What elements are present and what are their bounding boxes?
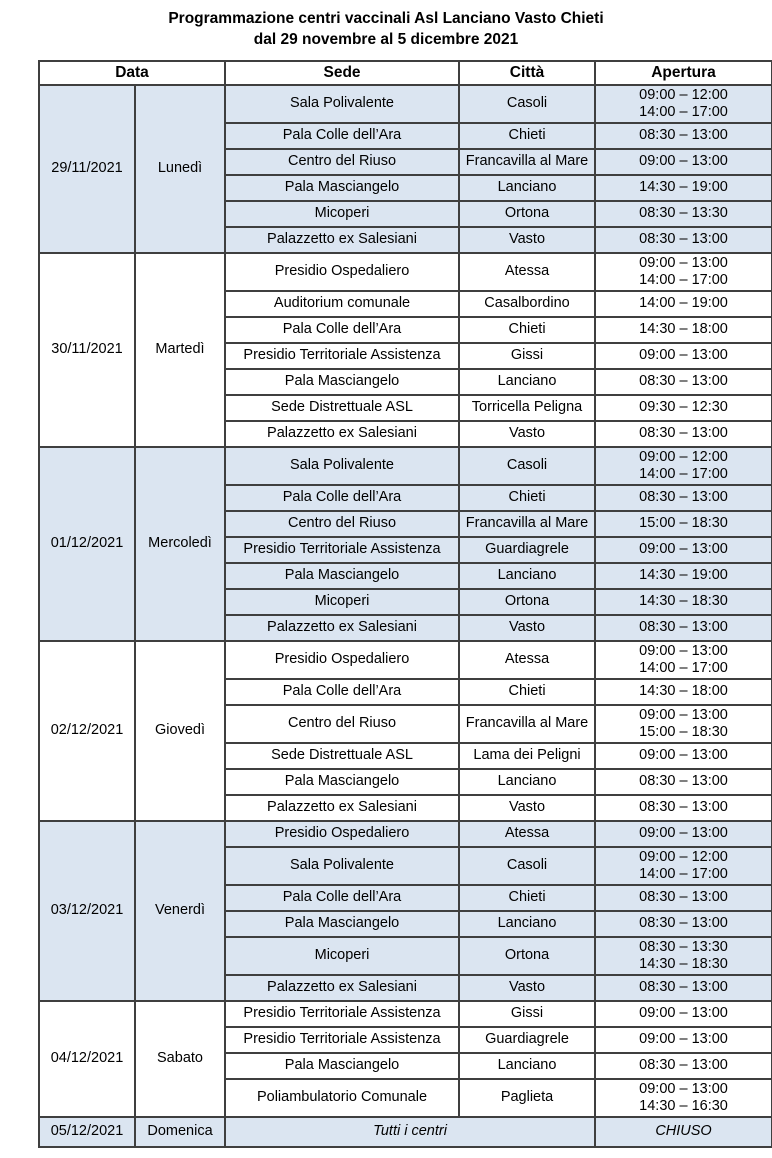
title-line-1: Programmazione centri vaccinali Asl Lanciano Vasto Chieti (168, 10, 604, 27)
day-cell: Venerdì (135, 821, 225, 1001)
page-title (0, 0, 772, 51)
city-cell: Francavilla al Mare (459, 149, 595, 175)
hours-cell (595, 847, 772, 885)
hours-cell (595, 911, 772, 937)
hours-line: 09:30 – 12:30 (639, 399, 728, 416)
table-row (39, 641, 772, 679)
hours-line: 09:00 – 13:00 (639, 347, 728, 364)
closed-day-row (39, 1117, 772, 1147)
date-cell: 03/12/2021 (39, 821, 135, 1001)
col-header-citta: Città (459, 61, 595, 85)
venue-cell: Sede Distrettuale ASL (225, 395, 459, 421)
hours-cell (595, 1001, 772, 1027)
col-header-sede: Sede (225, 61, 459, 85)
date-cell: 05/12/2021 (39, 1117, 135, 1147)
header-row (39, 61, 772, 85)
venue-cell: Presidio Ospedaliero (225, 253, 459, 291)
hours-line: 09:00 – 12:00 (639, 848, 728, 865)
day-cell: Lunedì (135, 85, 225, 253)
day-cell: Giovedì (135, 641, 225, 821)
city-cell: Vasto (459, 975, 595, 1001)
hours-line: 08:30 – 13:00 (639, 373, 728, 390)
city-cell: Gissi (459, 343, 595, 369)
hours-cell (595, 589, 772, 615)
hours-line: 14:30 – 18:00 (639, 321, 728, 338)
hours-line: 08:30 – 13:00 (639, 231, 728, 248)
city-cell: Guardiagrele (459, 537, 595, 563)
city-cell: Francavilla al Mare (459, 705, 595, 743)
city-cell: Casalbordino (459, 291, 595, 317)
venue-cell: Pala Masciangelo (225, 563, 459, 589)
hours-line: 14:00 – 17:00 (639, 103, 728, 120)
day-cell: Martedì (135, 253, 225, 447)
hours-line: 14:00 – 17:00 (639, 271, 728, 288)
venue-cell: Palazzetto ex Salesiani (225, 615, 459, 641)
city-cell: Casoli (459, 847, 595, 885)
hours-line: 15:00 – 18:30 (639, 515, 728, 532)
table-row (39, 253, 772, 291)
hours-line: 08:30 – 13:00 (639, 425, 728, 442)
city-cell: Lanciano (459, 1053, 595, 1079)
day-cell: Domenica (135, 1117, 225, 1147)
city-cell: Atessa (459, 253, 595, 291)
hours-line: 09:00 – 12:00 (639, 448, 728, 465)
closed-scope-cell: Tutti i centri (225, 1117, 595, 1147)
venue-cell: Pala Masciangelo (225, 369, 459, 395)
venue-cell: Pala Colle dell’Ara (225, 885, 459, 911)
date-cell: 29/11/2021 (39, 85, 135, 253)
venue-cell: Presidio Territoriale Assistenza (225, 537, 459, 563)
venue-cell: Poliambulatorio Comunale (225, 1079, 459, 1117)
venue-cell: Pala Masciangelo (225, 175, 459, 201)
city-cell: Ortona (459, 589, 595, 615)
venue-cell: Presidio Territoriale Assistenza (225, 343, 459, 369)
hours-cell (595, 1053, 772, 1079)
venue-cell: Pala Colle dell’Ara (225, 123, 459, 149)
date-cell: 02/12/2021 (39, 641, 135, 821)
hours-cell (595, 705, 772, 743)
venue-cell: Auditorium comunale (225, 291, 459, 317)
venue-cell: Sala Polivalente (225, 447, 459, 485)
hours-line: 08:30 – 13:00 (639, 773, 728, 790)
date-cell: 01/12/2021 (39, 447, 135, 641)
hours-cell (595, 511, 772, 537)
hours-line: 09:00 – 13:00 (639, 747, 728, 764)
city-cell: Lanciano (459, 563, 595, 589)
table-row (39, 85, 772, 123)
city-cell: Lanciano (459, 369, 595, 395)
hours-line: 08:30 – 13:00 (639, 489, 728, 506)
venue-cell: Micoperi (225, 589, 459, 615)
city-cell: Chieti (459, 485, 595, 511)
hours-line: 08:30 – 13:30 (639, 938, 728, 955)
col-header-apertura: Apertura (595, 61, 772, 85)
venue-cell: Palazzetto ex Salesiani (225, 975, 459, 1001)
city-cell: Chieti (459, 123, 595, 149)
venue-cell: Presidio Ospedaliero (225, 821, 459, 847)
hours-cell (595, 447, 772, 485)
city-cell: Lama dei Peligni (459, 743, 595, 769)
venue-cell: Palazzetto ex Salesiani (225, 227, 459, 253)
venue-cell: Sala Polivalente (225, 85, 459, 123)
table-row (39, 447, 772, 485)
hours-line: 08:30 – 13:00 (639, 1057, 728, 1074)
hours-line: 08:30 – 13:00 (639, 889, 728, 906)
venue-cell: Presidio Territoriale Assistenza (225, 1001, 459, 1027)
hours-line: 15:00 – 18:30 (639, 723, 728, 740)
hours-line: 14:30 – 18:30 (639, 955, 728, 972)
hours-line: 14:00 – 17:00 (639, 659, 728, 676)
city-cell: Vasto (459, 615, 595, 641)
hours-cell (595, 343, 772, 369)
vaccination-schedule-table (38, 60, 772, 1148)
hours-line: 14:30 – 19:00 (639, 179, 728, 196)
city-cell: Vasto (459, 795, 595, 821)
city-cell: Lanciano (459, 769, 595, 795)
hours-line: 14:00 – 19:00 (639, 295, 728, 312)
date-cell: 30/11/2021 (39, 253, 135, 447)
city-cell: Chieti (459, 679, 595, 705)
day-cell: Mercoledì (135, 447, 225, 641)
venue-cell: Centro del Riuso (225, 149, 459, 175)
venue-cell: Pala Masciangelo (225, 769, 459, 795)
col-header-data: Data (39, 61, 225, 85)
table-body (39, 85, 772, 1147)
venue-cell: Pala Colle dell’Ara (225, 679, 459, 705)
hours-line: 09:00 – 13:00 (639, 706, 728, 723)
hours-cell (595, 1079, 772, 1117)
hours-line: 08:30 – 13:00 (639, 915, 728, 932)
hours-line: 08:30 – 13:00 (639, 619, 728, 636)
city-cell: Lanciano (459, 175, 595, 201)
city-cell: Atessa (459, 821, 595, 847)
city-cell: Ortona (459, 201, 595, 227)
hours-cell (595, 227, 772, 253)
hours-cell (595, 317, 772, 343)
city-cell: Chieti (459, 317, 595, 343)
day-cell: Sabato (135, 1001, 225, 1117)
hours-cell (595, 937, 772, 975)
city-cell: Casoli (459, 85, 595, 123)
hours-cell (595, 821, 772, 847)
city-cell: Chieti (459, 885, 595, 911)
venue-cell: Pala Masciangelo (225, 1053, 459, 1079)
hours-cell (595, 175, 772, 201)
hours-cell (595, 1027, 772, 1053)
table-row (39, 1001, 772, 1027)
venue-cell: Sala Polivalente (225, 847, 459, 885)
venue-cell: Palazzetto ex Salesiani (225, 795, 459, 821)
hours-cell (595, 201, 772, 227)
hours-line: 08:30 – 13:00 (639, 127, 728, 144)
hours-line: 09:00 – 13:00 (639, 1080, 728, 1097)
hours-cell (595, 85, 772, 123)
venue-cell: Presidio Ospedaliero (225, 641, 459, 679)
hours-line: 08:30 – 13:00 (639, 799, 728, 816)
city-cell: Ortona (459, 937, 595, 975)
hours-cell (595, 615, 772, 641)
hours-cell (595, 743, 772, 769)
hours-line: 14:00 – 17:00 (639, 465, 728, 482)
hours-cell (595, 563, 772, 589)
city-cell: Casoli (459, 447, 595, 485)
title-line-2: dal 29 novembre al 5 dicembre 2021 (253, 31, 519, 49)
city-cell: Vasto (459, 227, 595, 253)
hours-line: 09:00 – 13:00 (639, 825, 728, 842)
hours-cell (595, 795, 772, 821)
city-cell: Paglieta (459, 1079, 595, 1117)
hours-line: 09:00 – 12:00 (639, 86, 728, 103)
hours-cell (595, 641, 772, 679)
hours-line: 14:00 – 17:00 (639, 865, 728, 882)
hours-line: 09:00 – 13:00 (639, 642, 728, 659)
city-cell: Atessa (459, 641, 595, 679)
hours-cell (595, 885, 772, 911)
venue-cell: Presidio Territoriale Assistenza (225, 1027, 459, 1053)
hours-cell (595, 253, 772, 291)
hours-cell (595, 291, 772, 317)
table-row (39, 821, 772, 847)
venue-cell: Sede Distrettuale ASL (225, 743, 459, 769)
city-cell: Torricella Peligna (459, 395, 595, 421)
city-cell: Lanciano (459, 911, 595, 937)
hours-line: 08:30 – 13:00 (639, 979, 728, 996)
city-cell: Gissi (459, 1001, 595, 1027)
venue-cell: Micoperi (225, 937, 459, 975)
hours-cell (595, 769, 772, 795)
closed-status-cell: CHIUSO (595, 1117, 772, 1147)
venue-cell: Centro del Riuso (225, 511, 459, 537)
venue-cell: Pala Colle dell’Ara (225, 317, 459, 343)
hours-line: 09:00 – 13:00 (639, 153, 728, 170)
venue-cell: Pala Colle dell’Ara (225, 485, 459, 511)
hours-cell (595, 537, 772, 563)
venue-cell: Micoperi (225, 201, 459, 227)
hours-cell (595, 421, 772, 447)
venue-cell: Pala Masciangelo (225, 911, 459, 937)
hours-cell (595, 369, 772, 395)
venue-cell: Centro del Riuso (225, 705, 459, 743)
hours-cell (595, 485, 772, 511)
hours-line: 14:30 – 18:30 (639, 593, 728, 610)
city-cell: Guardiagrele (459, 1027, 595, 1053)
venue-cell: Palazzetto ex Salesiani (225, 421, 459, 447)
hours-line: 14:30 – 18:00 (639, 683, 728, 700)
hours-line: 09:00 – 13:00 (639, 1005, 728, 1022)
hours-cell (595, 149, 772, 175)
hours-cell (595, 395, 772, 421)
city-cell: Vasto (459, 421, 595, 447)
city-cell: Francavilla al Mare (459, 511, 595, 537)
hours-line: 09:00 – 13:00 (639, 254, 728, 271)
hours-line: 14:30 – 16:30 (639, 1097, 728, 1114)
hours-line: 09:00 – 13:00 (639, 541, 728, 558)
date-cell: 04/12/2021 (39, 1001, 135, 1117)
hours-cell (595, 123, 772, 149)
hours-line: 09:00 – 13:00 (639, 1031, 728, 1048)
hours-cell (595, 679, 772, 705)
hours-cell (595, 975, 772, 1001)
hours-line: 14:30 – 19:00 (639, 567, 728, 584)
hours-line: 08:30 – 13:30 (639, 205, 728, 222)
